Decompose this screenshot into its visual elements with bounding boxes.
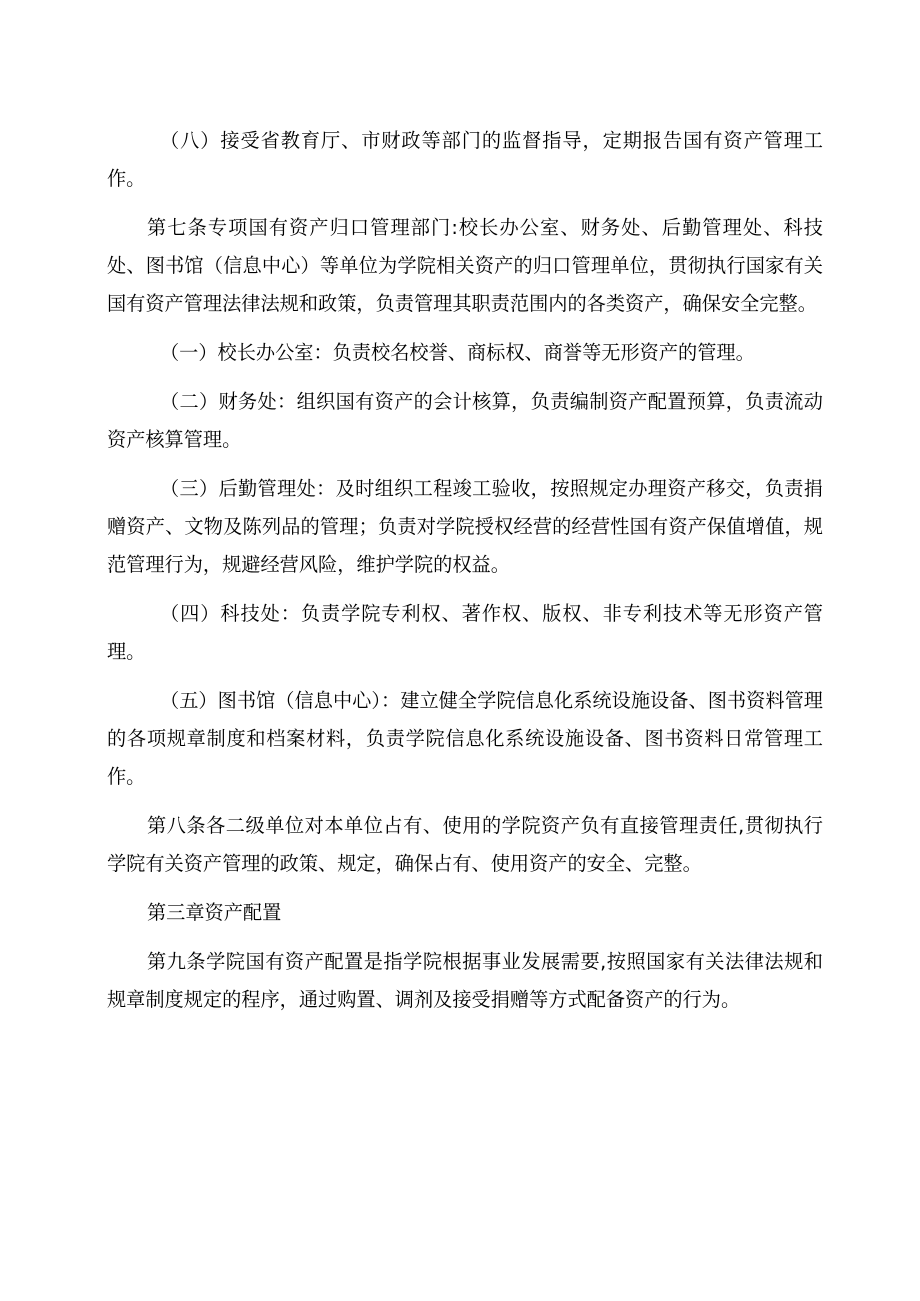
paragraph-item-5: （五）图书馆（信息中心）：建立健全学院信息化系统设施设备、图书资料管理的各项规章制度和档案材料，负责学院信息化系统设施设备、图书资料日常管理工作。	[107, 689, 823, 788]
paragraph-item-4: （四）科技处：负责学院专利权、著作权、版权、非专利技术等无形资产管理。	[107, 602, 823, 663]
paragraph-item-1: （一）校长办公室：负责校名校誉、商标权、商誉等无形资产的管理。	[160, 341, 755, 364]
chapter-heading: 第三章资产配置	[147, 901, 282, 924]
document-body	[107, 122, 823, 1030]
paragraph-item-8: （八）接受省教育厅、市财政等部门的监督指导，定期报告国有资产管理工作。	[107, 129, 823, 190]
article-8: 第八条各二级单位对本单位占有、使用的学院资产负有直接管理责任,贯彻执行学院有关资产管理的政策、规定，确保占有、使用资产的安全、完整。	[107, 814, 823, 875]
paragraph-item-3: （三）后勤管理处：及时组织工程竣工验收，按照规定办理资产移交，负责捐赠资产、文物及陈列品的管理；负责对学院授权经营的经营性国有资产保值增值，规范管理行为，规避经营风险，维护学院的权益。	[107, 477, 823, 576]
article-9: 第九条学院国有资产配置是指学院根据事业发展需要,按照国家有关法律法规和规章制度规定的程序，通过购置、调剂及接受捐赠等方式配备资产的行为。	[107, 950, 823, 1011]
article-7: 第七条专项国有资产归口管理部门:校长办公室、财务处、后勤管理处、科技处、图书馆（信息中心）等单位为学院相关资产的归口管理单位，贯彻执行国家有关国有资产管理法律法规和政策，负责管理其职责范围内的各类资产，确保安全完整。	[107, 216, 823, 315]
paragraph-item-2: （二）财务处：组织国有资产的会计核算，负责编制资产配置预算，负责流动资产核算管理。	[107, 390, 823, 451]
